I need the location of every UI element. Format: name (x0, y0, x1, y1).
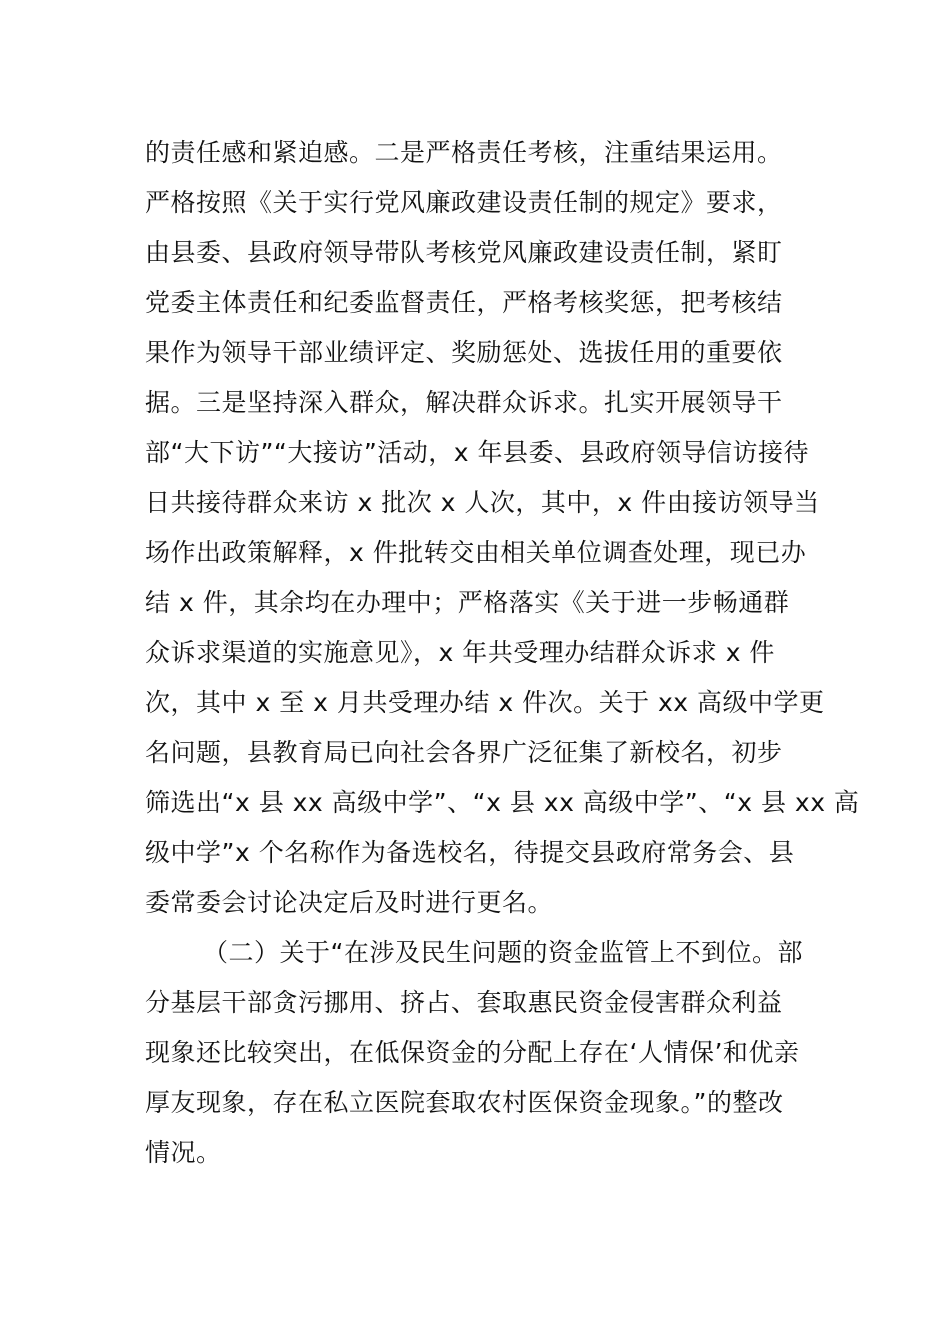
text-line: 委常委会讨论决定后及时进行更名。 (145, 888, 554, 917)
text-line: 果作为领导干部业绩评定、奖励惩处、选拔任用的重要依 (145, 338, 783, 367)
text-line: 众诉求渠道的实施意见》，x 年共受理办结群众诉求 x 件 (145, 638, 775, 667)
text-line: 由县委、县政府领导带队考核党风廉政建设责任制，紧盯 (145, 238, 783, 267)
text-line: 现象还比较突出，在低保资金的分配上存在‘人情保’和优亲 (145, 1038, 800, 1067)
text-line: 严格按照《关于实行党风廉政建设责任制的规定》要求， (145, 188, 783, 217)
section-heading-line: （二）关于“在涉及民生问题的资金监管上不到位。部 (203, 938, 803, 967)
text-line: 据。三是坚持深入群众，解决群众诉求。扎实开展领导干 (145, 388, 783, 417)
text-line: 情况。 (145, 1138, 222, 1167)
text-line: 名问题，县教育局已向社会各界广泛征集了新校名，初步 (145, 738, 783, 767)
text-line: 日共接待群众来访 x 批次 x 人次，其中，x 件由接访领导当 (145, 488, 820, 517)
text-line: 场作出政策解释，x 件批转交由相关单位调查处理，现已办 (145, 538, 807, 567)
text-line: 党委主体责任和纪委监督责任，严格考核奖惩，把考核结 (145, 288, 783, 317)
text-line: 筛选出“x 县 xx 高级中学”、“x 县 xx 高级中学”、“x 县 xx 高 (145, 788, 860, 817)
text-line: 厚友现象，存在私立医院套取农村医保资金现象。”的整改 (145, 1088, 784, 1117)
text-line: 部“大下访”“大接访”活动，x 年县委、县政府领导信访接待 (145, 438, 810, 467)
text-line: 分基层干部贪污挪用、挤占、套取惠民资金侵害群众利益 (145, 988, 783, 1017)
text-line: 的责任感和紧迫感。二是严格责任考核，注重结果运用。 (145, 138, 783, 167)
text-line: 次，其中 x 至 x 月共受理办结 x 件次。关于 xx 高级中学更 (145, 688, 825, 717)
text-line: 级中学”x 个名称作为备选校名，待提交县政府常务会、县 (145, 838, 795, 867)
document-body-text (145, 128, 860, 1178)
text-line: 结 x 件，其余均在办理中；严格落实《关于进一步畅通群 (145, 588, 790, 617)
